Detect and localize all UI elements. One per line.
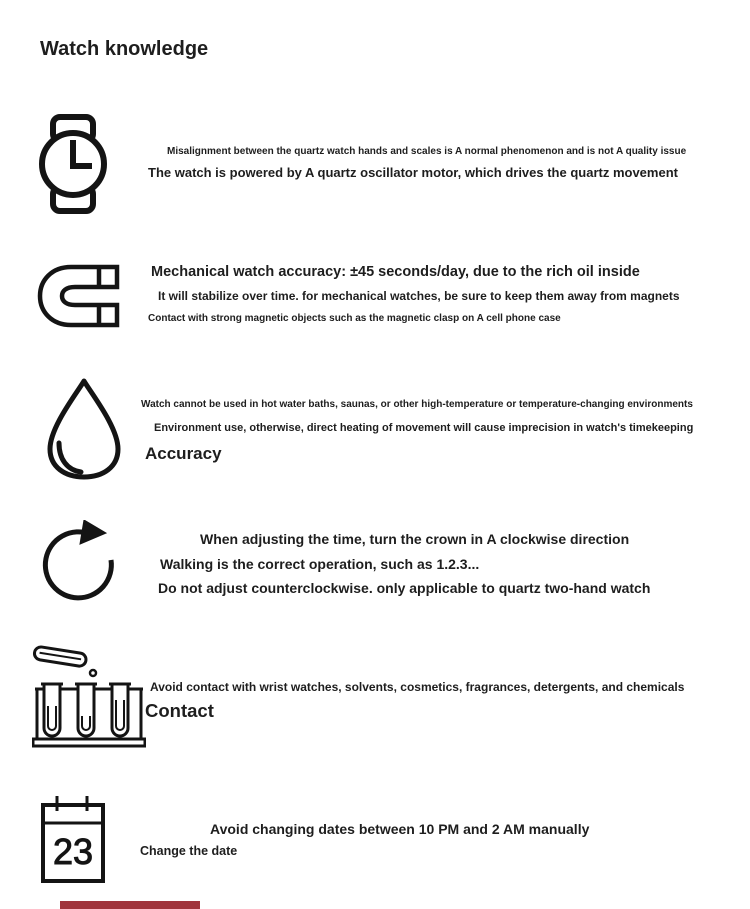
section-line: The watch is powered by A quartz oscillator motor, which drives the quartz movement — [148, 165, 678, 180]
section-line: Misalignment between the quartz watch hands and scales is A normal phenomenon and is not A quality issue — [167, 146, 687, 157]
section-heading: Accuracy — [145, 444, 222, 463]
section-line: Watch cannot be used in hot water baths, saunas, or other high-temperature or temperature-changing environments — [141, 399, 693, 410]
section-line: It will stabilize over time. for mechanical watches, be sure to keep them away from magnets — [158, 289, 680, 303]
section-line: Contact with strong magnetic objects such as the magnetic clasp on A cell phone case — [148, 313, 561, 324]
calendar-icon — [40, 792, 106, 885]
section-line: Walking is the correct operation, such as 1.2.3... — [160, 556, 480, 572]
section-line: Avoid changing dates between 10 PM and 2 AM manually — [210, 821, 590, 837]
section-line: Do not adjust counterclockwise. only applicable to quartz two-hand watch — [158, 580, 651, 596]
section-line: Avoid contact with wrist watches, solvents, cosmetics, fragrances, detergents, and chemicals — [150, 680, 685, 694]
section-line: When adjusting the time, turn the crown in A clockwise direction — [200, 531, 630, 547]
section-heading: Contact — [145, 700, 214, 721]
water-drop-icon — [38, 376, 130, 482]
section-line: Change the date — [140, 844, 238, 858]
section-line: Mechanical watch accuracy: ±45 seconds/day, due to the rich oil inside — [151, 264, 640, 280]
wristwatch-icon — [38, 113, 108, 215]
clockwise-arrow-icon — [38, 520, 118, 602]
calendar-day-number: 23 — [52, 831, 94, 872]
page-title: Watch knowledge — [40, 38, 209, 60]
bottom-accent-bar — [60, 901, 200, 909]
test-tubes-icon — [32, 642, 146, 748]
section-line: Environment use, otherwise, direct heating of movement will cause imprecision in watch's timekeeping — [154, 422, 694, 434]
magnet-icon — [33, 260, 121, 332]
